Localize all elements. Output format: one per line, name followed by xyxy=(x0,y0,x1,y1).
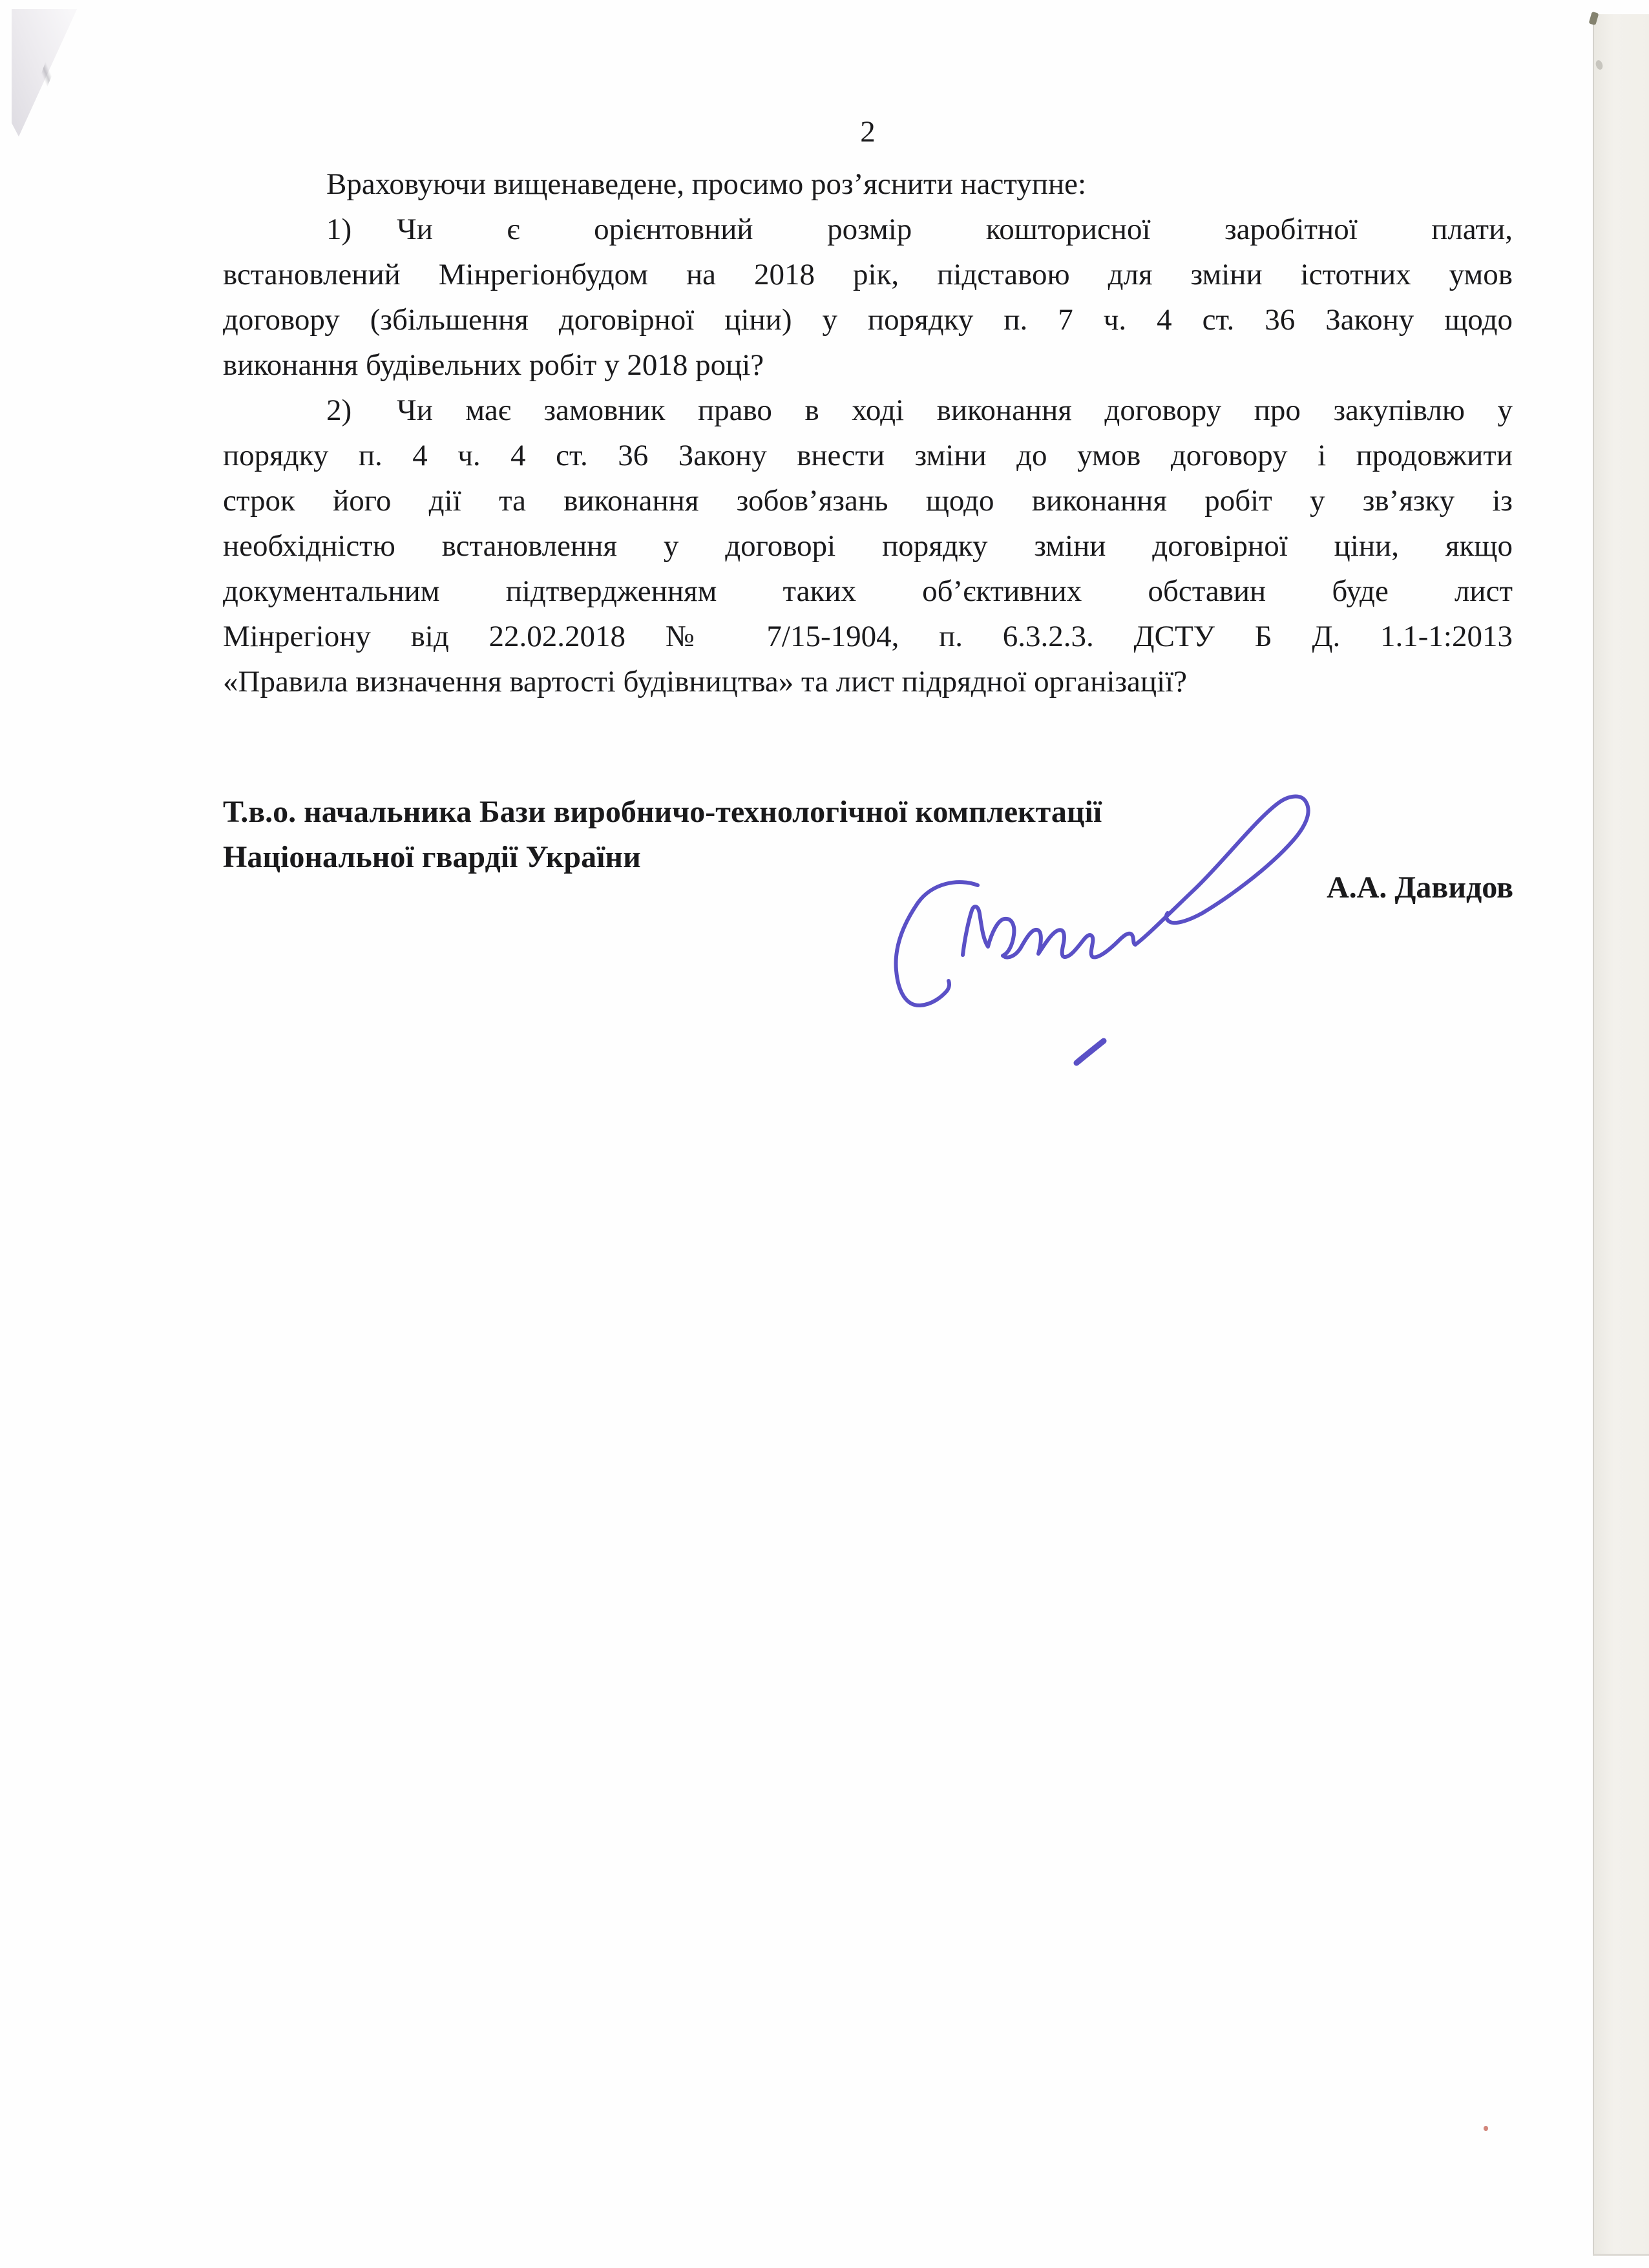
text-line: виконання будівельних робіт у 2018 році? xyxy=(223,348,764,382)
signer-title-line: Національної гвардії України xyxy=(223,840,641,874)
scan-edge-strip xyxy=(1593,14,1649,2256)
text-line: «Правила визначення вартості будівництва» та лист підрядної організації? xyxy=(223,665,1188,698)
text-line: необхідністю встановлення у договорі порядку зміни договірної ціни, якщо xyxy=(223,529,1513,563)
text-line: порядку п. 4 ч. 4 ст. 36 Закону внести зміни до умов договору і продовжити xyxy=(223,439,1513,472)
text-line: строк його дії та виконання зобов’язань щодо виконання робіт у зв’язку із xyxy=(223,484,1513,518)
text-line: договору (збільшення договірної ціни) у порядку п. 7 ч. 4 ст. 36 Закону щодо xyxy=(223,303,1513,337)
text-line: 2) Чи має замовник право в ході виконання договору про закупівлю у xyxy=(326,394,1513,427)
handwritten-signature-ink xyxy=(892,737,1344,1073)
paragraph xyxy=(223,162,1513,207)
text-line: Мінрегіону від 22.02.2018 № 7/15-1904, п. 6.3.2.3. ДСТУ Б Д. 1.1-1:2013 xyxy=(223,620,1513,653)
text-line: Враховуючи вищенаведене, просимо роз’яснити наступне: xyxy=(326,167,1087,201)
document-body xyxy=(223,162,1513,704)
text-line: 1) Чи є орієнтовний розмір кошторисної заробітної плати, xyxy=(326,213,1513,246)
list-marker: 1) xyxy=(326,213,352,246)
paragraph xyxy=(223,207,1513,388)
text-line: встановлений Мінрегіонбудом на 2018 рік, підставою для зміни істотних умов xyxy=(223,258,1513,291)
signer-name: А.А. Давидов xyxy=(1327,870,1513,905)
signer-title-line: Т.в.о. начальника Бази виробничо-технологічної комплектації xyxy=(223,795,1102,829)
scan-red-speck xyxy=(1484,2126,1488,2131)
paragraph xyxy=(223,388,1513,704)
text-line: документальним підтвердженням таких об’єктивних обставин буде лист xyxy=(223,574,1513,608)
page-number: 2 xyxy=(860,115,876,149)
list-marker: 2) xyxy=(326,394,352,427)
